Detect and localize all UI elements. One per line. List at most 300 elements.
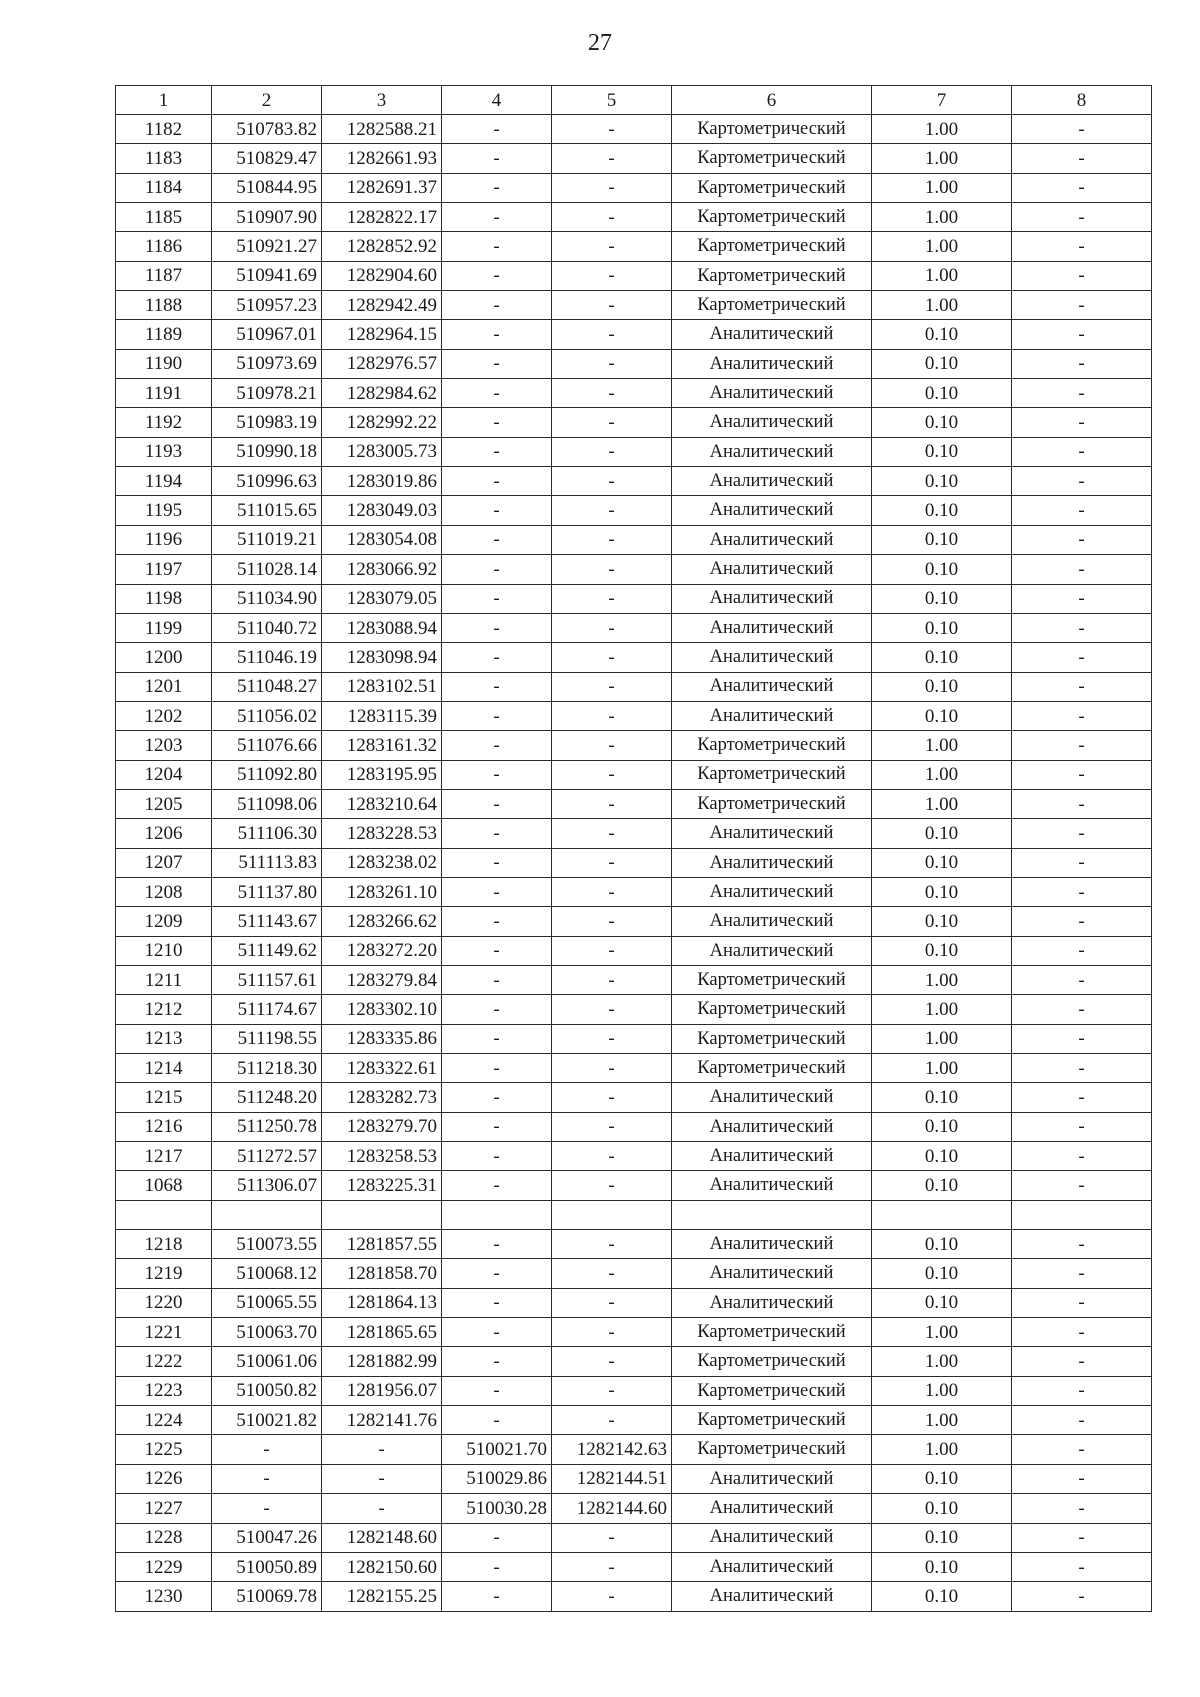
accuracy-cell: 0.10: [872, 1582, 1012, 1611]
y-new-coordinate-cell: -: [552, 1083, 672, 1112]
method-cell: Аналитический: [672, 525, 872, 554]
y-new-coordinate-cell: -: [552, 1376, 672, 1405]
method-cell: Аналитический: [672, 1171, 872, 1200]
accuracy-cell: 0.10: [872, 1142, 1012, 1171]
note-cell: -: [1012, 1054, 1152, 1083]
note-cell: -: [1012, 672, 1152, 701]
note-cell: -: [1012, 1376, 1152, 1405]
point-number-cell: 1224: [116, 1406, 212, 1435]
x-coordinate-cell: 511272.57: [212, 1142, 322, 1171]
table-row: [116, 1171, 1152, 1200]
y-coordinate-cell: 1283195.95: [322, 760, 442, 789]
y-new-coordinate-cell: 1282144.60: [552, 1494, 672, 1523]
y-new-coordinate-cell: -: [552, 643, 672, 672]
method-cell: Аналитический: [672, 1494, 872, 1523]
method-cell: Аналитический: [672, 672, 872, 701]
x-new-coordinate-cell: -: [442, 1347, 552, 1376]
y-new-coordinate-cell: -: [552, 291, 672, 320]
table-row: [116, 555, 1152, 584]
note-cell: -: [1012, 1171, 1152, 1200]
point-number-cell: 1219: [116, 1259, 212, 1288]
point-number-cell: 1211: [116, 965, 212, 994]
note-cell: -: [1012, 1494, 1152, 1523]
x-coordinate-cell: 510996.63: [212, 467, 322, 496]
y-coordinate-cell: 1283258.53: [322, 1142, 442, 1171]
y-new-coordinate-cell: -: [552, 1259, 672, 1288]
note-cell: -: [1012, 789, 1152, 818]
point-number-cell: 1201: [116, 672, 212, 701]
y-coordinate-cell: 1283302.10: [322, 995, 442, 1024]
column-header: 4: [442, 86, 552, 115]
accuracy-cell: 0.10: [872, 437, 1012, 466]
x-new-coordinate-cell: -: [442, 789, 552, 818]
x-coordinate-cell: 510973.69: [212, 349, 322, 378]
note-cell: -: [1012, 760, 1152, 789]
note-cell: -: [1012, 1112, 1152, 1141]
point-number-cell: 1195: [116, 496, 212, 525]
x-coordinate-cell: 510073.55: [212, 1230, 322, 1259]
x-new-coordinate-cell: -: [442, 1054, 552, 1083]
note-cell: -: [1012, 1464, 1152, 1493]
accuracy-cell: 1.00: [872, 789, 1012, 818]
y-coordinate-cell: 1283066.92: [322, 555, 442, 584]
accuracy-cell: 0.10: [872, 1288, 1012, 1317]
y-coordinate-cell: 1283238.02: [322, 848, 442, 877]
note-cell: -: [1012, 936, 1152, 965]
accuracy-cell: 1.00: [872, 261, 1012, 290]
accuracy-cell: 0.10: [872, 584, 1012, 613]
x-new-coordinate-cell: -: [442, 877, 552, 906]
y-new-coordinate-cell: -: [552, 760, 672, 789]
x-new-coordinate-cell: -: [442, 555, 552, 584]
y-coordinate-cell: -: [322, 1494, 442, 1523]
accuracy-cell: 0.10: [872, 320, 1012, 349]
table-row: [116, 1582, 1152, 1611]
x-coordinate-cell: 511250.78: [212, 1112, 322, 1141]
y-coordinate-cell: 1281864.13: [322, 1288, 442, 1317]
x-coordinate-cell: 510921.27: [212, 232, 322, 261]
method-cell: Аналитический: [672, 320, 872, 349]
x-coordinate-cell: 510050.82: [212, 1376, 322, 1405]
method-cell: Картометрический: [672, 760, 872, 789]
note-cell: -: [1012, 819, 1152, 848]
note-cell: -: [1012, 555, 1152, 584]
y-new-coordinate-cell: -: [552, 701, 672, 730]
accuracy-cell: 0.10: [872, 1230, 1012, 1259]
y-coordinate-cell: 1282148.60: [322, 1523, 442, 1552]
y-coordinate-cell: 1281865.65: [322, 1318, 442, 1347]
table-row: [116, 789, 1152, 818]
note-cell: -: [1012, 1288, 1152, 1317]
table-row: [116, 1112, 1152, 1141]
x-new-coordinate-cell: -: [442, 760, 552, 789]
y-coordinate-cell: 1283102.51: [322, 672, 442, 701]
x-coordinate-cell: 510783.82: [212, 115, 322, 144]
note-cell: -: [1012, 261, 1152, 290]
y-coordinate-cell: 1283279.70: [322, 1112, 442, 1141]
x-coordinate-cell: 511056.02: [212, 701, 322, 730]
table-row: [116, 819, 1152, 848]
note-cell: -: [1012, 1523, 1152, 1552]
table-row: [116, 173, 1152, 202]
table-row: [116, 349, 1152, 378]
point-number-cell: 1182: [116, 115, 212, 144]
accuracy-cell: 0.10: [872, 877, 1012, 906]
x-coordinate-cell: -: [212, 1494, 322, 1523]
x-new-coordinate-cell: -: [442, 613, 552, 642]
y-coordinate-cell: 1282904.60: [322, 261, 442, 290]
point-number-cell: 1218: [116, 1230, 212, 1259]
y-coordinate-cell: 1283225.31: [322, 1171, 442, 1200]
y-coordinate-cell: 1283266.62: [322, 907, 442, 936]
x-new-coordinate-cell: [442, 1200, 552, 1229]
y-coordinate-cell: 1282984.62: [322, 379, 442, 408]
accuracy-cell: 0.10: [872, 701, 1012, 730]
x-new-coordinate-cell: -: [442, 408, 552, 437]
x-new-coordinate-cell: -: [442, 261, 552, 290]
point-number-cell: 1221: [116, 1318, 212, 1347]
point-number-cell: 1188: [116, 291, 212, 320]
y-new-coordinate-cell: 1282142.63: [552, 1435, 672, 1464]
method-cell: Аналитический: [672, 613, 872, 642]
table-row: [116, 584, 1152, 613]
method-cell: Аналитический: [672, 1142, 872, 1171]
note-cell: -: [1012, 437, 1152, 466]
method-cell: Картометрический: [672, 965, 872, 994]
x-coordinate-cell: -: [212, 1464, 322, 1493]
y-new-coordinate-cell: -: [552, 584, 672, 613]
y-new-coordinate-cell: -: [552, 437, 672, 466]
table-row: [116, 760, 1152, 789]
point-number-cell: 1228: [116, 1523, 212, 1552]
point-number-cell: 1200: [116, 643, 212, 672]
table-row: [116, 525, 1152, 554]
note-cell: -: [1012, 1435, 1152, 1464]
x-coordinate-cell: 510983.19: [212, 408, 322, 437]
table-row: [116, 1200, 1152, 1229]
x-coordinate-cell: 510021.82: [212, 1406, 322, 1435]
method-cell: Картометрический: [672, 1406, 872, 1435]
x-coordinate-cell: 510941.69: [212, 261, 322, 290]
table-row: [116, 1288, 1152, 1317]
x-new-coordinate-cell: -: [442, 1288, 552, 1317]
method-cell: Картометрический: [672, 731, 872, 760]
column-header: 7: [872, 86, 1012, 115]
x-new-coordinate-cell: -: [442, 291, 552, 320]
y-new-coordinate-cell: -: [552, 613, 672, 642]
table-row: [116, 1142, 1152, 1171]
x-coordinate-cell: 511113.83: [212, 848, 322, 877]
y-new-coordinate-cell: -: [552, 1523, 672, 1552]
x-new-coordinate-cell: -: [442, 819, 552, 848]
method-cell: Аналитический: [672, 1552, 872, 1581]
x-new-coordinate-cell: -: [442, 320, 552, 349]
y-new-coordinate-cell: -: [552, 1054, 672, 1083]
method-cell: Аналитический: [672, 349, 872, 378]
y-coordinate-cell: 1283210.64: [322, 789, 442, 818]
y-new-coordinate-cell: -: [552, 349, 672, 378]
column-header: 6: [672, 86, 872, 115]
point-number-cell: 1199: [116, 613, 212, 642]
point-number-cell: 1206: [116, 819, 212, 848]
point-number-cell: 1204: [116, 760, 212, 789]
accuracy-cell: 1.00: [872, 760, 1012, 789]
x-new-coordinate-cell: -: [442, 1142, 552, 1171]
accuracy-cell: 0.10: [872, 819, 1012, 848]
y-coordinate-cell: 1282150.60: [322, 1552, 442, 1581]
x-new-coordinate-cell: 510021.70: [442, 1435, 552, 1464]
accuracy-cell: 1.00: [872, 1054, 1012, 1083]
y-coordinate-cell: 1282964.15: [322, 320, 442, 349]
table-row: [116, 408, 1152, 437]
y-new-coordinate-cell: -: [552, 1024, 672, 1053]
accuracy-cell: 0.10: [872, 1494, 1012, 1523]
x-coordinate-cell: 510050.89: [212, 1552, 322, 1581]
table-row: [116, 1376, 1152, 1405]
method-cell: Картометрический: [672, 291, 872, 320]
y-new-coordinate-cell: -: [552, 1288, 672, 1317]
point-number-cell: 1225: [116, 1435, 212, 1464]
note-cell: -: [1012, 1083, 1152, 1112]
method-cell: [672, 1200, 872, 1229]
point-number-cell: 1229: [116, 1552, 212, 1581]
table-row: [116, 907, 1152, 936]
x-coordinate-cell: 510063.70: [212, 1318, 322, 1347]
accuracy-cell: 0.10: [872, 613, 1012, 642]
table-row: [116, 848, 1152, 877]
method-cell: Картометрический: [672, 1435, 872, 1464]
x-new-coordinate-cell: -: [442, 525, 552, 554]
y-coordinate-cell: 1283054.08: [322, 525, 442, 554]
x-new-coordinate-cell: -: [442, 115, 552, 144]
method-cell: Аналитический: [672, 907, 872, 936]
x-coordinate-cell: 511174.67: [212, 995, 322, 1024]
point-number-cell: 1193: [116, 437, 212, 466]
x-new-coordinate-cell: -: [442, 1024, 552, 1053]
x-new-coordinate-cell: -: [442, 965, 552, 994]
y-coordinate-cell: 1283322.61: [322, 1054, 442, 1083]
method-cell: Аналитический: [672, 584, 872, 613]
method-cell: Аналитический: [672, 1464, 872, 1493]
y-new-coordinate-cell: -: [552, 965, 672, 994]
note-cell: -: [1012, 1142, 1152, 1171]
note-cell: [1012, 1200, 1152, 1229]
point-number-cell: 1216: [116, 1112, 212, 1141]
y-new-coordinate-cell: -: [552, 261, 672, 290]
table-row: [116, 261, 1152, 290]
x-coordinate-cell: 510047.26: [212, 1523, 322, 1552]
accuracy-cell: 1.00: [872, 1376, 1012, 1405]
y-coordinate-cell: 1283228.53: [322, 819, 442, 848]
table-row: [116, 1024, 1152, 1053]
x-coordinate-cell: 511143.67: [212, 907, 322, 936]
method-cell: Картометрический: [672, 261, 872, 290]
y-coordinate-cell: 1282141.76: [322, 1406, 442, 1435]
y-coordinate-cell: 1283279.84: [322, 965, 442, 994]
y-new-coordinate-cell: -: [552, 203, 672, 232]
y-coordinate-cell: 1283335.86: [322, 1024, 442, 1053]
note-cell: -: [1012, 496, 1152, 525]
y-new-coordinate-cell: -: [552, 1347, 672, 1376]
note-cell: -: [1012, 1318, 1152, 1347]
point-number-cell: 1208: [116, 877, 212, 906]
y-coordinate-cell: 1282976.57: [322, 349, 442, 378]
accuracy-cell: 0.10: [872, 349, 1012, 378]
note-cell: -: [1012, 613, 1152, 642]
point-number-cell: 1217: [116, 1142, 212, 1171]
method-cell: Аналитический: [672, 1288, 872, 1317]
point-number-cell: 1068: [116, 1171, 212, 1200]
y-new-coordinate-cell: -: [552, 1230, 672, 1259]
method-cell: Картометрический: [672, 1318, 872, 1347]
note-cell: -: [1012, 349, 1152, 378]
note-cell: -: [1012, 232, 1152, 261]
table-row: [116, 203, 1152, 232]
point-number-cell: 1187: [116, 261, 212, 290]
accuracy-cell: 0.10: [872, 1523, 1012, 1552]
point-number-cell: 1222: [116, 1347, 212, 1376]
point-number-cell: 1230: [116, 1582, 212, 1611]
y-new-coordinate-cell: -: [552, 907, 672, 936]
point-number-cell: 1189: [116, 320, 212, 349]
method-cell: Аналитический: [672, 408, 872, 437]
y-new-coordinate-cell: -: [552, 467, 672, 496]
x-new-coordinate-cell: -: [442, 701, 552, 730]
accuracy-cell: 1.00: [872, 1318, 1012, 1347]
y-new-coordinate-cell: -: [552, 877, 672, 906]
method-cell: Аналитический: [672, 1259, 872, 1288]
accuracy-cell: 1.00: [872, 1024, 1012, 1053]
method-cell: Аналитический: [672, 1582, 872, 1611]
y-new-coordinate-cell: -: [552, 232, 672, 261]
note-cell: -: [1012, 907, 1152, 936]
y-coordinate-cell: 1281882.99: [322, 1347, 442, 1376]
method-cell: Картометрический: [672, 203, 872, 232]
note-cell: -: [1012, 1230, 1152, 1259]
point-number-cell: 1190: [116, 349, 212, 378]
method-cell: Аналитический: [672, 819, 872, 848]
point-number-cell: 1205: [116, 789, 212, 818]
point-number-cell: [116, 1200, 212, 1229]
x-new-coordinate-cell: -: [442, 1406, 552, 1435]
x-coordinate-cell: 511106.30: [212, 819, 322, 848]
point-number-cell: 1194: [116, 467, 212, 496]
point-number-cell: 1186: [116, 232, 212, 261]
y-new-coordinate-cell: -: [552, 936, 672, 965]
point-number-cell: 1226: [116, 1464, 212, 1493]
note-cell: -: [1012, 848, 1152, 877]
accuracy-cell: 1.00: [872, 144, 1012, 173]
column-header: 1: [116, 86, 212, 115]
y-coordinate-cell: 1283088.94: [322, 613, 442, 642]
accuracy-cell: 0.10: [872, 408, 1012, 437]
x-new-coordinate-cell: -: [442, 643, 552, 672]
accuracy-cell: 0.10: [872, 672, 1012, 701]
y-new-coordinate-cell: -: [552, 1318, 672, 1347]
accuracy-cell: 1.00: [872, 291, 1012, 320]
note-cell: -: [1012, 173, 1152, 202]
method-cell: Картометрический: [672, 1024, 872, 1053]
point-number-cell: 1210: [116, 936, 212, 965]
x-coordinate-cell: 510978.21: [212, 379, 322, 408]
y-coordinate-cell: 1283282.73: [322, 1083, 442, 1112]
table-row: [116, 613, 1152, 642]
coordinates-table: [115, 85, 1152, 1612]
note-cell: -: [1012, 320, 1152, 349]
page-number: 27: [588, 30, 612, 56]
accuracy-cell: 0.10: [872, 1083, 1012, 1112]
x-coordinate-cell: 511034.90: [212, 584, 322, 613]
y-new-coordinate-cell: -: [552, 525, 672, 554]
column-header: 5: [552, 86, 672, 115]
accuracy-cell: 0.10: [872, 907, 1012, 936]
method-cell: Картометрический: [672, 1054, 872, 1083]
y-coordinate-cell: 1282661.93: [322, 144, 442, 173]
y-coordinate-cell: 1281956.07: [322, 1376, 442, 1405]
y-new-coordinate-cell: -: [552, 1582, 672, 1611]
note-cell: -: [1012, 643, 1152, 672]
accuracy-cell: 0.10: [872, 1171, 1012, 1200]
point-number-cell: 1215: [116, 1083, 212, 1112]
y-coordinate-cell: 1283161.32: [322, 731, 442, 760]
x-coordinate-cell: 511198.55: [212, 1024, 322, 1053]
method-cell: Картометрический: [672, 144, 872, 173]
y-coordinate-cell: 1282691.37: [322, 173, 442, 202]
method-cell: Аналитический: [672, 437, 872, 466]
x-new-coordinate-cell: -: [442, 731, 552, 760]
table-row: [116, 144, 1152, 173]
y-new-coordinate-cell: -: [552, 848, 672, 877]
note-cell: -: [1012, 701, 1152, 730]
note-cell: -: [1012, 408, 1152, 437]
x-new-coordinate-cell: -: [442, 496, 552, 525]
x-coordinate-cell: 511040.72: [212, 613, 322, 642]
y-new-coordinate-cell: -: [552, 496, 672, 525]
accuracy-cell: 0.10: [872, 525, 1012, 554]
accuracy-cell: 0.10: [872, 467, 1012, 496]
accuracy-cell: 0.10: [872, 643, 1012, 672]
y-new-coordinate-cell: -: [552, 731, 672, 760]
note-cell: -: [1012, 584, 1152, 613]
point-number-cell: 1203: [116, 731, 212, 760]
x-new-coordinate-cell: -: [442, 907, 552, 936]
x-coordinate-cell: 510967.01: [212, 320, 322, 349]
point-number-cell: 1192: [116, 408, 212, 437]
y-new-coordinate-cell: -: [552, 789, 672, 818]
method-cell: Аналитический: [672, 848, 872, 877]
accuracy-cell: 0.10: [872, 496, 1012, 525]
x-coordinate-cell: 510957.23: [212, 291, 322, 320]
x-new-coordinate-cell: -: [442, 1523, 552, 1552]
y-new-coordinate-cell: -: [552, 173, 672, 202]
table-row: [116, 672, 1152, 701]
x-new-coordinate-cell: -: [442, 995, 552, 1024]
x-coordinate-cell: 511149.62: [212, 936, 322, 965]
x-coordinate-cell: 511248.20: [212, 1083, 322, 1112]
table-row: [116, 1259, 1152, 1288]
x-coordinate-cell: 510829.47: [212, 144, 322, 173]
method-cell: Аналитический: [672, 555, 872, 584]
method-cell: Аналитический: [672, 1523, 872, 1552]
note-cell: -: [1012, 965, 1152, 994]
y-coordinate-cell: 1283098.94: [322, 643, 442, 672]
x-new-coordinate-cell: -: [442, 232, 552, 261]
note-cell: -: [1012, 525, 1152, 554]
note-cell: -: [1012, 115, 1152, 144]
note-cell: -: [1012, 379, 1152, 408]
x-coordinate-cell: 511137.80: [212, 877, 322, 906]
x-new-coordinate-cell: 510029.86: [442, 1464, 552, 1493]
